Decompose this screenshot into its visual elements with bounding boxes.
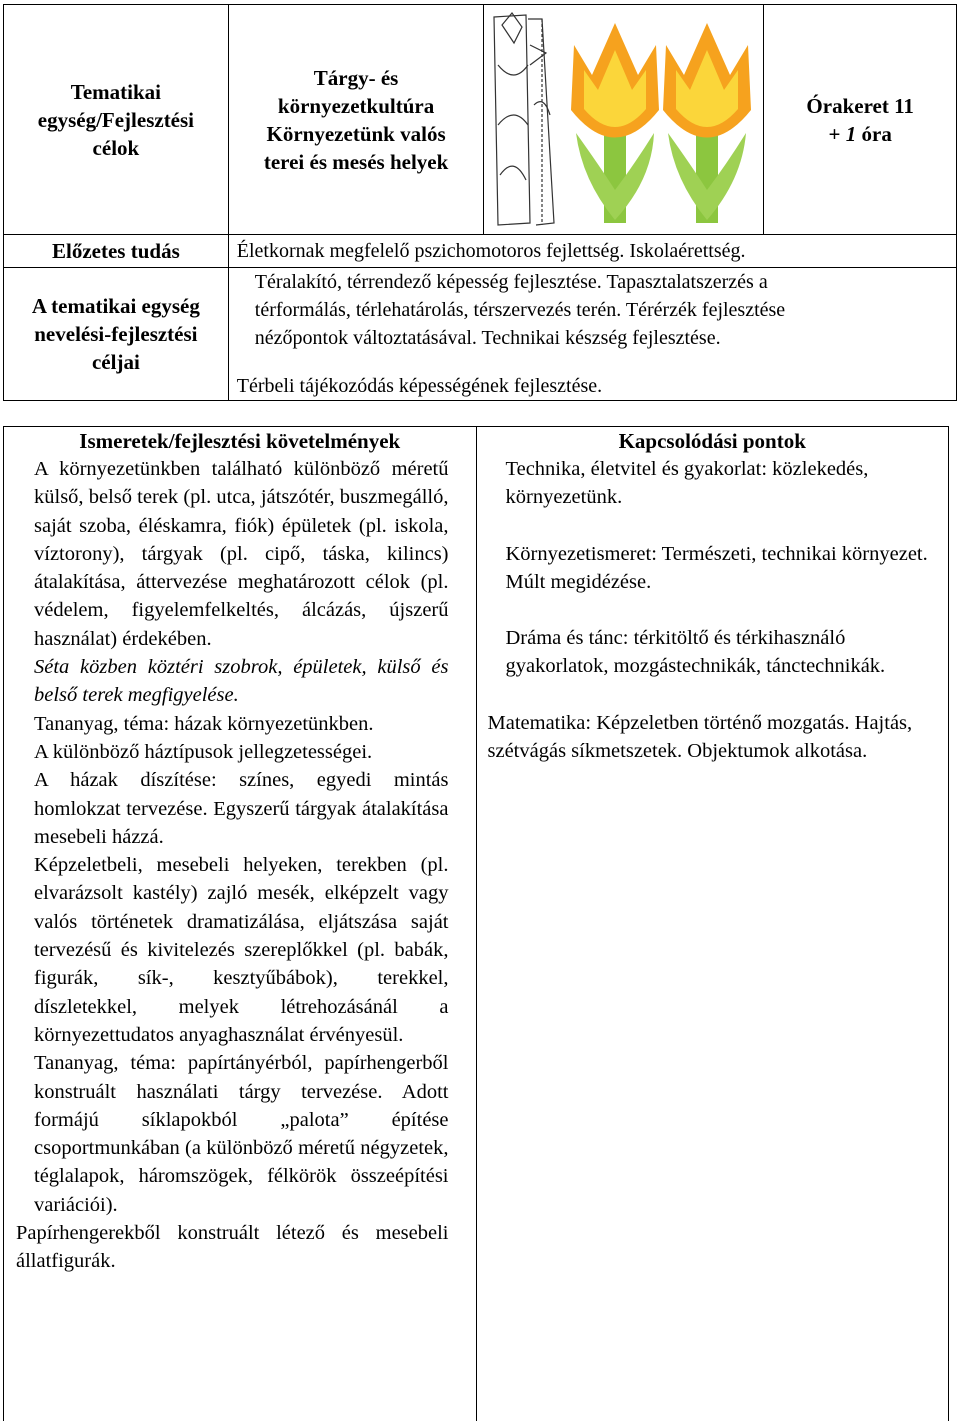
theme-label-line: célok — [92, 135, 140, 160]
goals-text-line: Téralakító, térrendező képesség fejlesztése. Tapasztalatszerzés a — [254, 271, 768, 293]
requirements-paragraph: A házak díszítése: színes, egyedi mintás homlokzat tervezése. Egyszerű tárgyak átalakítása mesebeli házzá. — [34, 769, 449, 848]
paper-template-drawing — [494, 13, 554, 225]
subject-title-line: Környezetünk valós — [266, 121, 446, 146]
hours-extra-line: + 1 óra — [828, 121, 892, 146]
tulip-left-icon — [571, 23, 659, 223]
goals-label-line: A tematikai egység — [31, 294, 200, 318]
connections-paragraph: Dráma és tánc: térkitöltő és térkihasználó gyakorlatok, mozgástechnikák, tánctechnikák. — [505, 627, 886, 678]
goals-label-line: nevelési-fejlesztési — [34, 322, 198, 346]
requirements-paragraph: Tananyag, téma: papírtányérból, papírhengerből konstruált használati tárgy tervezése. Adott formájú síklapokból „palota” építése csoportmunkában (a különböző méretű négyzetek, téglalapok, háromszögek, félkörök összeépítési variációi). — [34, 1052, 449, 1216]
theme-label-line: Tematikai — [70, 79, 161, 104]
requirements-paragraph: A különböző háztípusok jellegzetességei. — [34, 740, 373, 763]
connections-heading: Kapcsolódási pontok — [476, 427, 949, 456]
requirements-paragraph: Képzeletbeli, mesebeli helyeken, terekben (pl. elvarázsolt kastély) zajló mesék, elképzelt vagy valós történetek dramatizálása, eljátszása saját tervezésű és kivitelezés szereplőkkel (pl. babák, figurák, sík-, kesztyűbábok), terekkel, díszletekkel, melyek létrehozásánál a környezettudatos anyaghasználat érvényesül. — [34, 854, 449, 1046]
tulip-illustration-cell — [484, 5, 764, 235]
tulip-right-icon — [663, 23, 751, 223]
requirements-heading: Ismeretek/fejlesztési követelmények — [4, 427, 477, 456]
goals-label-line: céljai — [91, 350, 140, 374]
requirements-paragraph: A környezetünkben található különböző méretű külső, belső terek (pl. utca, játszótér, buszmegálló, saját szoba, éléskamra, fiók) épületek (pl. iskola, víztorony), tárgyak (pl. cipő, táska, kilincs) átalakítása, áttervezése meghatározott célok (pl. védelem, figyelemfelkeltés, álcázás, újszerű használat) érdekében. — [34, 458, 449, 650]
requirements-paragraph: Papírhengerekből konstruált létező és mesebeli állatfigurák. — [16, 1222, 449, 1273]
requirements-paragraph: Tananyag, téma: házak környezetünkben. — [34, 712, 374, 735]
connections-paragraph: Matematika: Képzeletben történő mozgatás. Hajtás, szétvágás síkmetszetek. Objektumok alkotása. — [487, 711, 913, 763]
theme-label-cell — [4, 5, 229, 235]
header-table — [3, 4, 957, 401]
connections-paragraph: Technika, életvitel és gyakorlat: közlekedés, környezetünk. — [505, 458, 869, 509]
tulip-illustration — [484, 5, 762, 229]
goals-text-line: Térbeli tájékozódás képességének fejlesztése. — [236, 375, 603, 397]
goals-text-cell — [228, 268, 956, 401]
subject-title-line: környezetkultúra — [277, 93, 435, 118]
goals-text-line: térformálás, térlehatárolás, térszervezés terén. Térérzék fejlesztése — [254, 299, 786, 321]
connections-column — [476, 455, 949, 1421]
hours-extra-number: 1 — [845, 121, 857, 146]
subject-title-line: terei és mesés helyek — [263, 149, 449, 174]
requirements-column — [4, 455, 477, 1421]
hours-cell — [764, 5, 957, 235]
requirements-paragraph: Séta közben köztéri szobrok, épületek, külső és belső terek megfigyelése. — [34, 656, 449, 707]
hours-line: Órakeret 11 — [806, 93, 914, 118]
subject-title-line: Tárgy- és — [313, 65, 399, 90]
subject-title-cell — [228, 5, 484, 235]
prior-knowledge-label: Előzetes tudás — [4, 235, 229, 268]
requirements-table — [3, 426, 949, 1421]
prior-knowledge-text: Életkornak megfelelő pszichomotoros fejlettség. Iskolaérettség. — [228, 235, 956, 268]
theme-label-line: egység/Fejlesztési — [37, 107, 195, 132]
connections-paragraph: Környezetismeret: Természeti, technikai környezet. Múlt megidézése. — [505, 542, 928, 593]
goals-label-cell — [4, 268, 229, 401]
goals-text-line: nézőpontok változtatásával. Technikai készség fejlesztése. — [254, 327, 721, 349]
